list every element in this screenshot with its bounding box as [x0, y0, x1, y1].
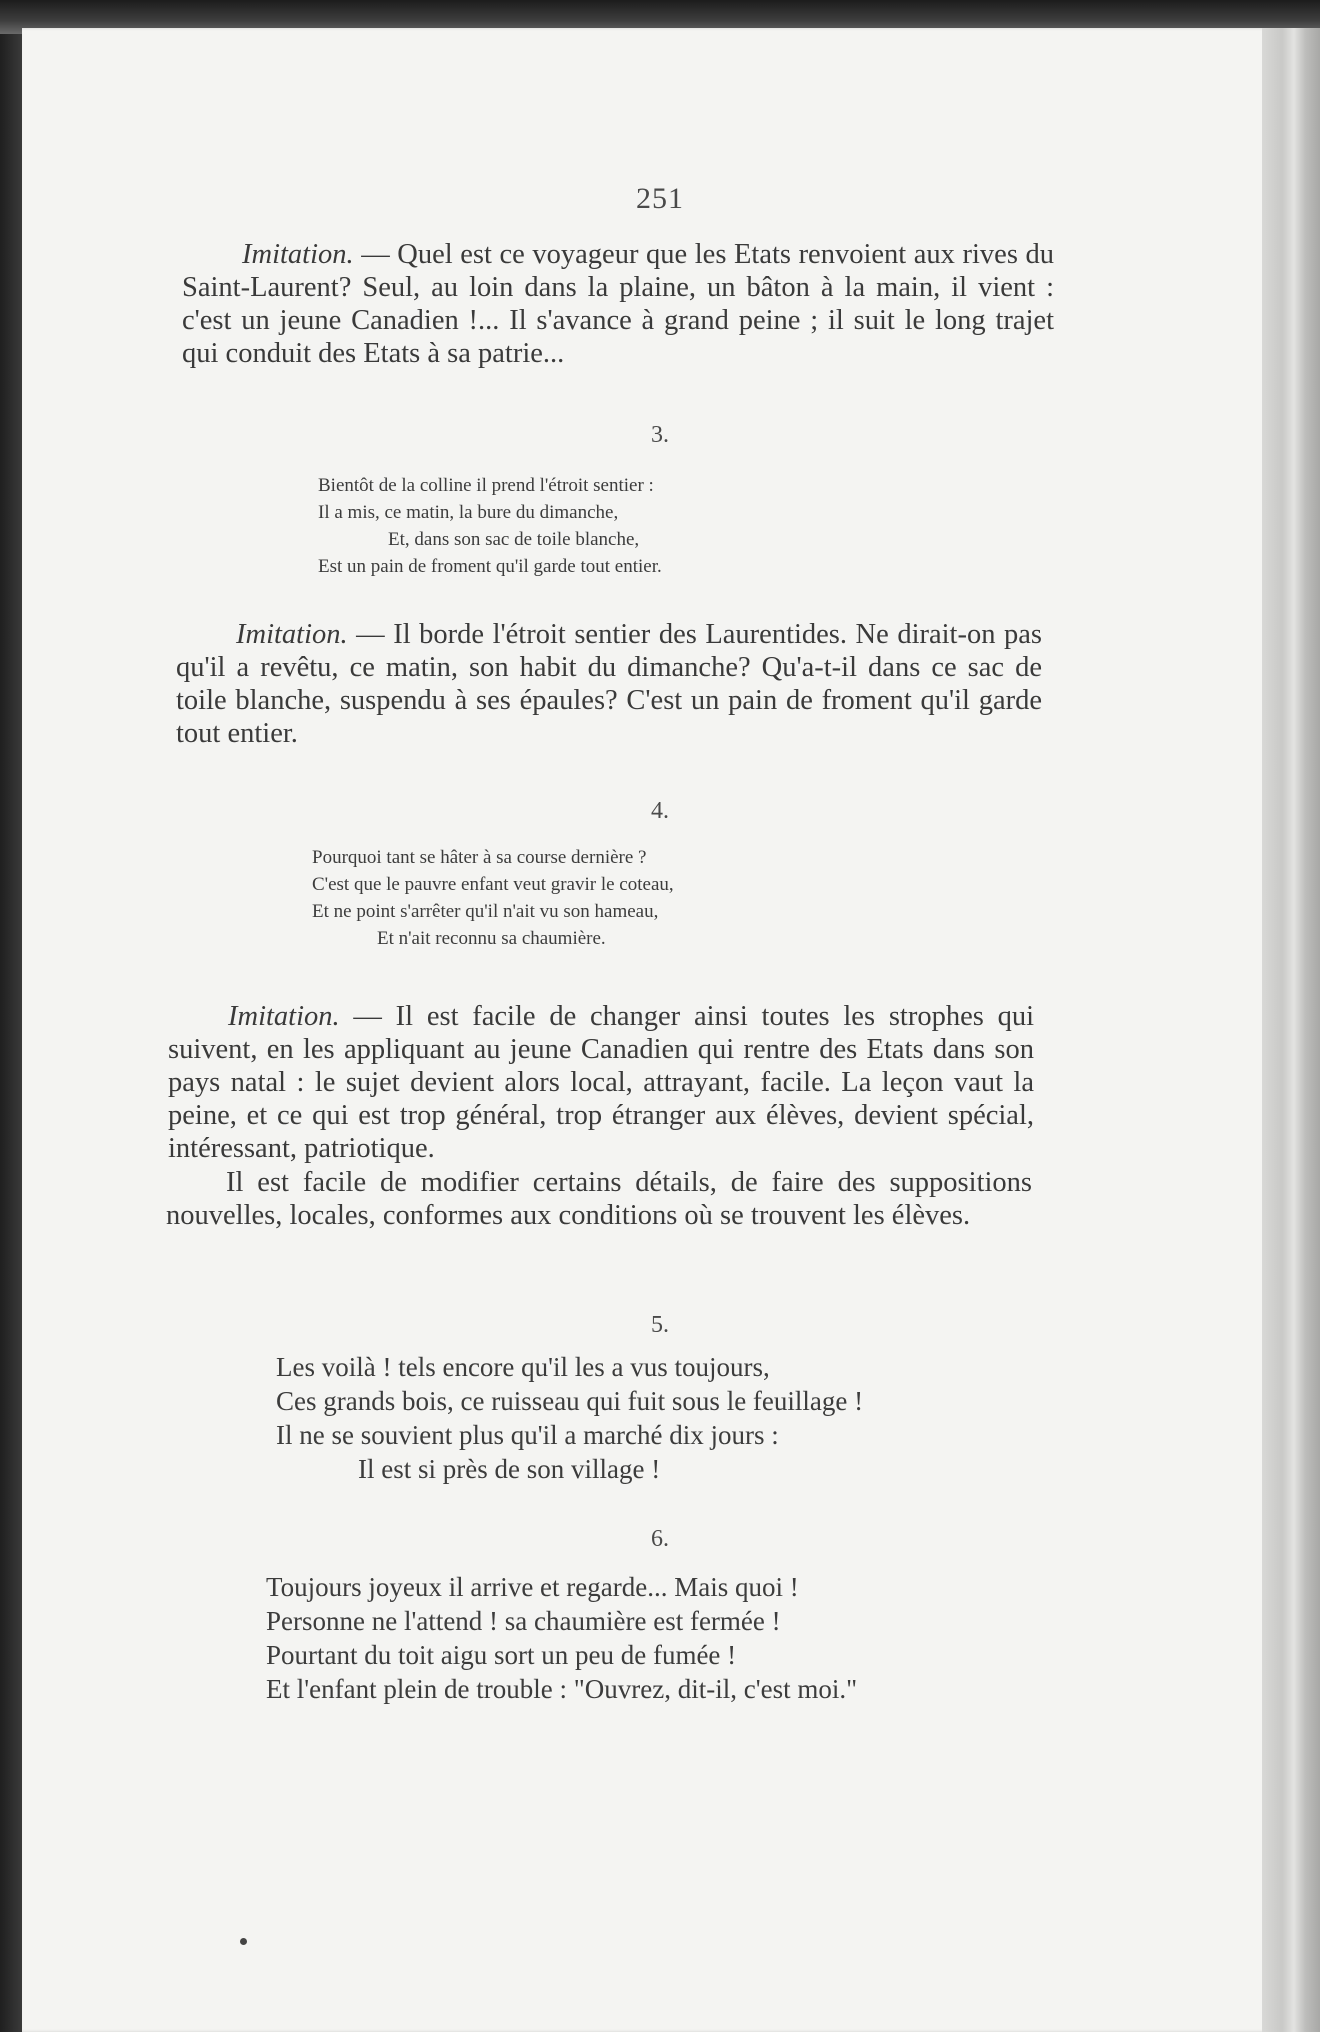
- verse-line: Pourquoi tant se hâter à sa course dernière ?: [312, 847, 647, 868]
- imitation-label: Imitation.: [236, 619, 348, 650]
- stanza-3: [318, 472, 662, 580]
- verse-line: Et ne point s'arrêter qu'il n'ait vu son hameau,: [312, 901, 659, 922]
- imitation-paragraph-2: [176, 618, 1042, 750]
- stanza-number-6: 6.: [651, 1526, 669, 1552]
- paragraph-4: [166, 1166, 1032, 1232]
- paragraph-text: — Il borde l'étroit sentier des Laurentides. Ne dirait-on pas qu'il a revêtu, ce matin, son habit du dimanche? Qu'a-t-il dans ce sac de toile blanche, suspendu à ses épaules? C'est un pain de froment qu'il garde tout entier.: [176, 619, 1042, 749]
- stanza-number-4: 4.: [651, 798, 669, 824]
- verse-line: Il est si près de son village !: [358, 1454, 661, 1484]
- verse-line: Et n'ait reconnu sa chaumière.: [377, 928, 606, 949]
- verse-line: Pourtant du toit aigu sort un peu de fumée !: [266, 1640, 737, 1670]
- verse-line: Bientôt de la colline il prend l'étroit sentier :: [318, 475, 654, 496]
- paragraph-text: — Il est facile de changer ainsi toutes les strophes qui suivent, en les appliquant au jeune Canadien qui rentre des Etats dans son pays natal : le sujet devient alors local, attrayant, facile. La leçon vaut la peine, et ce qui est trop général, trop étranger aux élèves, devient spécial, intéressant, patriotique.: [168, 1001, 1034, 1164]
- verse-line: Et l'enfant plein de trouble : "Ouvrez, dit-il, c'est moi.": [266, 1674, 858, 1704]
- paragraph-text: Il est facile de modifier certains détails, de faire des suppositions nouvelles, locales, conformes aux conditions où se trouvent les élèves.: [166, 1167, 1032, 1231]
- verse-line: Et, dans son sac de toile blanche,: [388, 529, 640, 550]
- page-number: 251: [636, 182, 684, 215]
- stanza-5: [276, 1350, 863, 1486]
- page-left-edge: [0, 28, 22, 2032]
- page-right-edge: [1262, 28, 1320, 2032]
- imitation-paragraph-3: [168, 1000, 1034, 1165]
- verse-line: Les voilà ! tels encore qu'il les a vus toujours,: [276, 1352, 770, 1382]
- verse-line: Ces grands bois, ce ruisseau qui fuit sous le feuillage !: [276, 1386, 864, 1416]
- verse-line: Est un pain de froment qu'il garde tout entier.: [318, 556, 662, 577]
- stanza-number-5: 5.: [651, 1312, 669, 1338]
- verse-line: Personne ne l'attend ! sa chaumière est fermée !: [266, 1606, 781, 1636]
- verse-line: Toujours joyeux il arrive et regarde... Mais quoi !: [266, 1572, 799, 1602]
- ink-speck: [240, 1938, 247, 1945]
- imitation-label: Imitation.: [242, 239, 354, 270]
- verse-line: Il a mis, ce matin, la bure du dimanche,: [318, 502, 619, 523]
- verse-line: C'est que le pauvre enfant veut gravir le coteau,: [312, 874, 674, 895]
- stanza-number-3: 3.: [651, 422, 669, 448]
- imitation-paragraph-1: [182, 238, 1054, 370]
- imitation-label: Imitation.: [228, 1001, 340, 1032]
- stanza-6: [266, 1570, 857, 1706]
- stanza-4: [312, 844, 674, 952]
- paragraph-text: — Quel est ce voyageur que les Etats renvoient aux rives du Saint-Laurent? Seul, au loin dans la plaine, un bâton à la main, il vient : c'est un jeune Canadien !... Il s'avance à grand peine ; il suit le long trajet qui conduit des Etats à sa patrie...: [182, 239, 1054, 369]
- verse-line: Il ne se souvient plus qu'il a marché dix jours :: [276, 1420, 779, 1450]
